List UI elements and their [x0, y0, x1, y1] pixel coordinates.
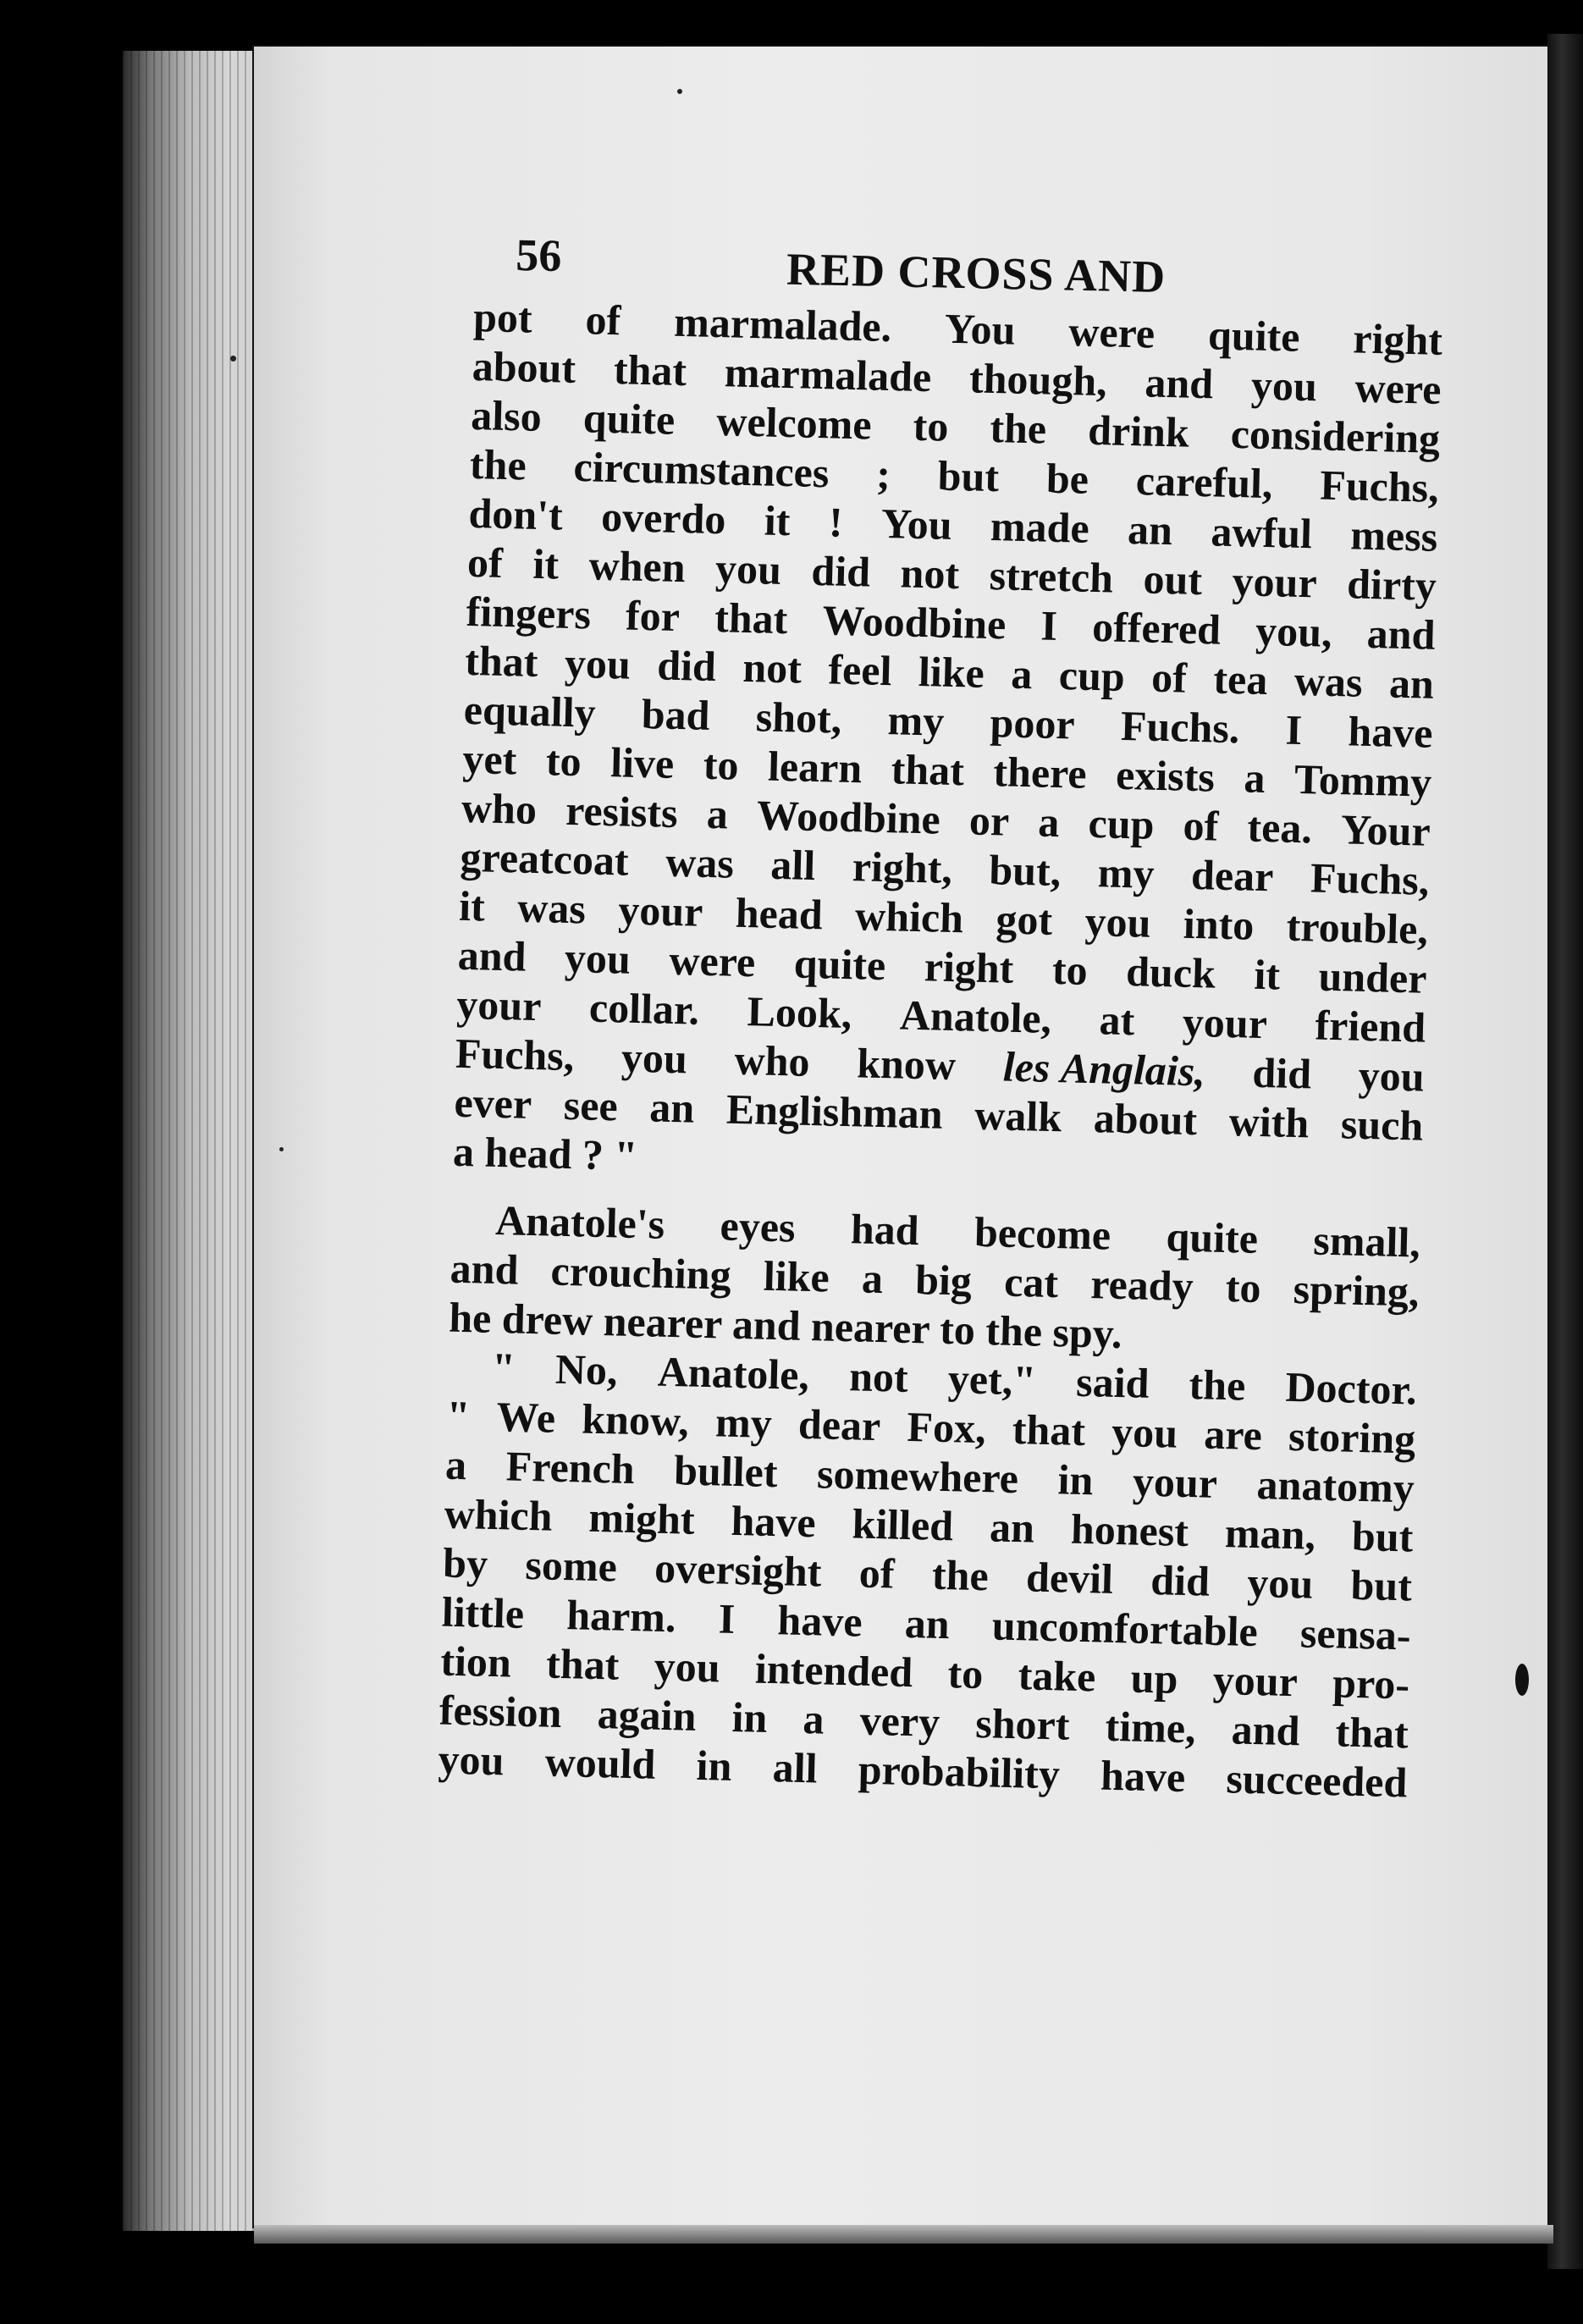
text-line: fingers for that Woodbine I offered you, and [466, 587, 1437, 659]
ink-blot [1515, 1664, 1529, 1696]
text-line: yet to live to learn that there exists a Tommy [461, 734, 1432, 806]
text-line: who resists a Woodbine or a cup of tea. Your [461, 783, 1431, 855]
text-line: pot of marmalade. You were quite right [472, 292, 1443, 364]
body-text [438, 292, 1443, 1807]
text-line: and crouching like a big cat ready to spring, [450, 1244, 1420, 1316]
ink-speck [677, 89, 682, 94]
text-line: tion that you intended to take up your pro- [439, 1637, 1410, 1708]
text-line: of it when you did not stretch out your dirty [466, 538, 1437, 610]
text-line: the circumstances ; but be careful, Fuchs, [469, 439, 1440, 511]
text-line: and you were quite right to duck it under [457, 930, 1428, 1002]
text-line: which might have killed an honest man, but [444, 1489, 1415, 1561]
text-line: Anatole's eyes had become quite small, [494, 1195, 1421, 1267]
page-number: 56 [515, 229, 562, 282]
text-line: don't overdo it ! You made an awful mess [467, 489, 1438, 560]
text-line: ever see an Englishman walk about with such [453, 1078, 1424, 1150]
text-line: by some oversight of the devil did you but [442, 1538, 1413, 1610]
text-line: " No, Anatole, not yet," said the Doctor. [491, 1343, 1418, 1414]
text-line: a head ? " [452, 1127, 638, 1180]
text-line: also quite welcome to the drink considering [470, 390, 1441, 462]
ink-speck [230, 356, 236, 362]
text-line: you would in all probability have succeeded [437, 1735, 1408, 1807]
text-line: it was your head which got you into trouble, [458, 881, 1429, 953]
text-line: that you did not feel like a cup of tea was an [464, 636, 1435, 708]
text-line: fession again in a very short time, and that [438, 1686, 1409, 1758]
text-line: he drew nearer and nearer to the spy. [448, 1293, 1123, 1358]
text-line: about that marmalade though, and you were [472, 341, 1442, 413]
text-line: greatcoat was all right, but, my dear Fuchs, [460, 832, 1430, 904]
text-line: Fuchs, you who know les Anglais, did you [455, 1029, 1426, 1101]
text-line: your collar. Look, Anatole, at your friend [455, 980, 1426, 1052]
page-block-edge [123, 51, 275, 2231]
text-line: little harm. I have an uncomfortable sensa- [441, 1587, 1412, 1659]
running-title: RED CROSS AND [786, 243, 1167, 303]
facing-page-edge [1547, 34, 1583, 2269]
text-line: equally bad shot, my poor Fuchs. I have [463, 685, 1434, 757]
text-line: a French bullet somewhere in your anatomy [444, 1440, 1415, 1512]
text-line: " We know, my dear Fox, that you are storing [445, 1391, 1416, 1463]
page-bottom-edge [254, 2225, 1553, 2244]
ink-speck [279, 1147, 284, 1151]
